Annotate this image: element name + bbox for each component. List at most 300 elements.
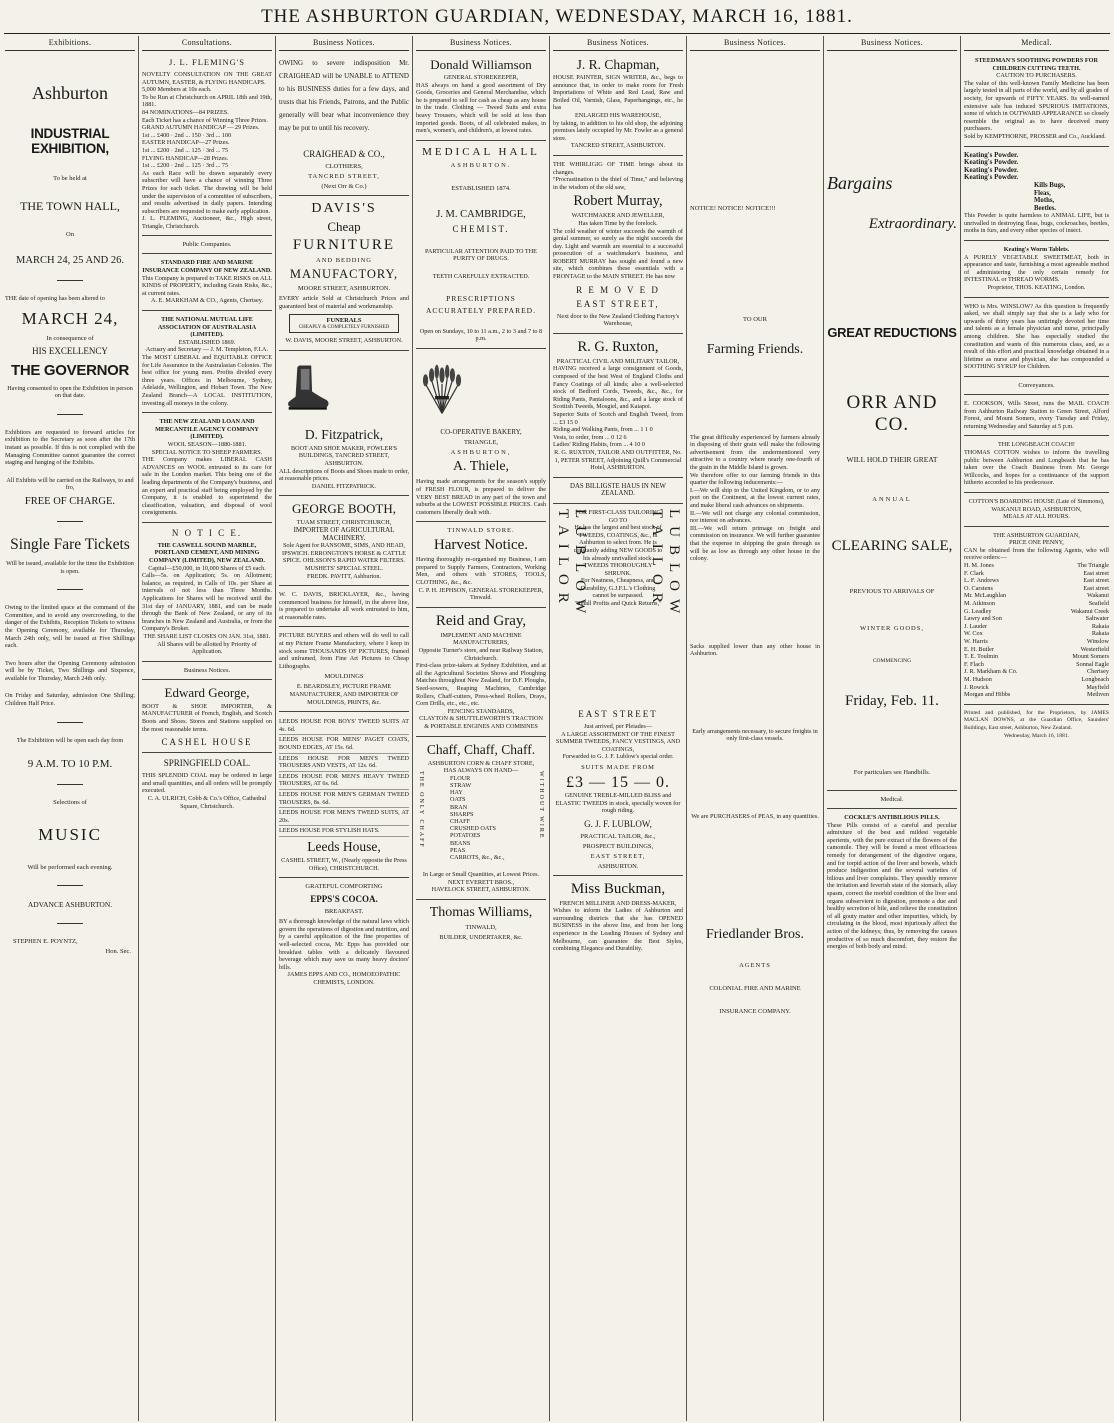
epps-signature: JAMES EPPS AND CO., HOMOEOPATHIC CHEMISTS, LONDON. [287, 971, 401, 986]
guardian-title: THE ASHBURTON GUARDIAN, [993, 531, 1080, 539]
lublow-vertical-left: LUBLOW TAILOR [555, 508, 588, 621]
limited-space-notice: Owing to the limited space at the command of the Committee, and to avoid any overcrowding, to the danger of the Exhibits, Reception Tickets to witness the Opening Ceremony, available for Thursday, March 24th only, will be issued at Five Shillings each. [5, 604, 135, 650]
thiele-text: Having made arrangements for the season's supply of FRESH FLOUR, is prepared to deliver the VERY BEST BREAD in any part of the town and suburbs at the LOWEST POSSIBLE PRICES. Cash customers liberally dealt with. [416, 478, 546, 516]
determined-text: We therefore offer to our farming friends in this quarter the following inducements:— [690, 471, 820, 487]
agent-row [964, 585, 1109, 593]
craighead-owing-text: OWING to severe indisposition Mr. CRAIGHEAD will be UNABLE to ATTEND to his BUSINESS duties for a few days, and trusts that his Friends, Patrons, and the Public generally will bear what inconvenience they may be put to until his recovery. [279, 59, 409, 132]
murray-title: Robert Murray, [573, 193, 663, 210]
open-each-day: The Exhibition will be open each day from [16, 736, 124, 744]
agent-name: W. Harris [964, 638, 988, 645]
masthead-rule [4, 33, 1110, 34]
agent-location: Mayfield [1086, 683, 1109, 691]
fitzpatrick-text: ALL descriptions of Boots and Shoes made to order, at reasonable prices. [279, 467, 409, 483]
craighead-name: CRAIGHEAD & CO., [303, 149, 385, 159]
steedman-title: STEEDMAN'S SOOTHING POWDERS FOR CHILDREN CUTTING TEETH. [975, 57, 1098, 72]
kills-line: Fleas, [1034, 189, 1051, 197]
tinwald-store: TINWALD STORE. [447, 527, 515, 535]
proverb: "Procrastination is the thief of Time," and believing in the wisdom of the old saw, [553, 176, 683, 191]
coach-text: E. COOKSON, Wills Street, runs the MAIL COACH from Ashburton Railway Station to Green Street, Alford Forest, and Mount Somers, every Tuesday and Friday, returning Wednesday and Saturday at 5 p.m. [964, 399, 1109, 430]
agent-row [964, 623, 1109, 631]
east-street: EAST STREET, [576, 298, 660, 309]
coop-bakery-title: CO-OPERATIVE BAKERY, [440, 427, 522, 436]
ruxton-text: HAVING received a large consignment of Goods, composed of the best West of England Cloths and Fancy Coatings of all kinds; also a well-selected stock of Bedford Cords, Tweeds, &c., &c., for Riding Pants, Pantaloons, &c., and a large stock of Scottish Tweeds, Mosgiel, and Kaiapoi. [553, 365, 683, 411]
keating-line: Keating's Powder. [964, 173, 1019, 182]
only-chaff-vertical: THE ONLY CHAFF [418, 771, 424, 850]
imprint: Printed and published, for the Proprietors, by JAMES MACLAN DOWNS, at the Guardian Office, Saunders' Buildings, East street, Ashburton, New Zealand. [964, 709, 1109, 731]
inducement-3: III.—We will return primage on freight and commission on insurance. We will further guarantee that the expense in shipping the grain through us will be as low as through any other house in the colony. [690, 524, 820, 563]
sunday-hours: Open on Sundays, 10 to 11 a.m., 2 to 3 and 7 to 8 p.m. [419, 327, 543, 343]
exhibition-dates: MARCH 24, 25 AND 26. [16, 255, 124, 266]
lublow-street: EAST STREET, [590, 852, 646, 860]
cotton-text: THOMAS COTTON wishes to inform the travelling public between Ashburton and Longbeach that he has taken over the Coach Business from Mr. George Willcocks, and hopes for a continuance of the support hitherto accorded to his predecessor. [964, 448, 1109, 487]
exhibitors-notice: Exhibitors are requested to forward articles for exhibition to the Secretary as soon after the 17th instant as possible. If this is not complied with the Managing Committee cannot guarantee the correct staging and hanging of the Exhibits. [5, 428, 135, 467]
commencing: COMMENCING [872, 658, 912, 664]
column-header: Business Notices. [416, 36, 546, 51]
kills-list [964, 182, 1109, 212]
fleming-line: As each Race will be drawn separately every subscriber will have a chance of winning Three Prizes for each ticket. The drawing will be held under the supervision of a committee of subscribers, and results advertised in daily papers. Intending subscribers are requested to make early application. [142, 169, 272, 215]
reid-gray-title: Reid and Gray, [435, 612, 527, 629]
ruxton-price: Ladies' Riding Habits, from ... 4 10 0 [553, 441, 646, 449]
selections-label: Selections of [53, 799, 87, 807]
column-medical [961, 36, 1112, 1421]
mouldings-label: MOULDINGS [324, 673, 364, 681]
kills-line: Kills Bugs, [1034, 181, 1066, 189]
accurately-prepared: ACCURATELY PREPARED. [426, 305, 536, 315]
agent-location: Seafield [1088, 600, 1109, 608]
keating-text: This Powder is quite harmless to ANIMAL LIFE, but is unrivalled in destroying fleas, bugs, cockroaches, beetles, moths in furs, and every other species of insect. [964, 212, 1109, 235]
chaff-item: CRUSHED OATS [450, 825, 496, 833]
agent-name: Lawry and Son [964, 615, 1002, 623]
genuine-tweeds: GENUINE TREBLE-MILLED BLISS and ELASTIC TWEEDS in stock, specially woven for rough riding. [555, 791, 681, 815]
wdavis-signature: W. DAVIS, MOORE STREET, ASHBURTON. [285, 337, 403, 345]
thomas-williams-trade: BUILDER, UNDERTAKER, &c. [439, 933, 523, 941]
beardsley-signature: E. BEARDSLEY, PICTURE FRAME MANUFACTURER, AND IMPORTER OF MOULDINGS, PRINTS, &c. [289, 683, 399, 706]
agent-location: Wakanui Creek [1070, 607, 1109, 615]
standard-text: This Company is prepared to TAKE RISKS on ALL KINDS of PROPERTY, including Grain Risks, &c., at current rates. [142, 274, 272, 297]
leeds-line: LEEDS HOUSE FOR MEN'S TWEED TROUSERS AND VESTS, AT 12s. 6d. [279, 754, 409, 772]
agent-location: Rakaia [1091, 630, 1109, 638]
sacks-supplied: Sacks supplied lower than any other house in Ashburton. [690, 642, 820, 658]
has-always: HAS ALWAYS ON HAND— [443, 767, 519, 775]
kills-line: Beetles. [1034, 204, 1057, 212]
coop-triangle: TRIANGLE, [463, 439, 499, 447]
fleming-line: EASTER HANDICAP—27 Prizes. [142, 139, 230, 147]
fleming-line: J. L. FLEMING, Auctioneer, &c., High street, Triangle, Christchurch. [142, 215, 272, 230]
tancred-street: TANCRED STREET, [308, 173, 380, 180]
leeds-subtitle: CASHEL STREET, W., (Nearly opposite the Press Office), CHRISTCHURCH. [281, 856, 407, 872]
agent-row [964, 691, 1109, 699]
exhibition-title-town: Ashburton [32, 83, 108, 103]
harvest-notice: Harvest Notice. [433, 537, 529, 554]
fleming-line: 1st ... £200 · 2nd ... 125 · 3rd ... 75 [142, 162, 229, 170]
kills-line: Moths, [1034, 197, 1055, 205]
ulrich-signature: C. A. ULRICH, Cobb & Co.'s Office, Cathedral Square, Christchurch. [147, 794, 267, 810]
chapman-text-2: by taking, in addition to his old shop, the adjoining premises lately occupied by Mr. Fowler as a general store. [553, 119, 683, 142]
hon-sec: Hon. Sec. [105, 948, 131, 956]
conveyances-header: Conveyances. [1018, 381, 1055, 389]
cockle-text: These Pills consist of a careful and peculiar admixture of the best and mildest vegetable aperients, with the pure extract of the flowers of the camomile. They will be found a most efficacious remedy for derangement of the digestive organs, and for torpid action of the liver and bowels, which produce indigestion and the several varieties of bilious and liver complaints. They speedily remove the irritation and feverish state of the stomach, allay spasm, correct the morbid condition of the liver and organs subservient to digestion, promote a due and healthy secretion of bile, and relieve the constitution of all gouty matter and other impurities, which, by circulating in the blood, most injuriously affect the action of the kidneys; thus, by removing the causes productive of so much discomfort, they restore the energies of both body and mind. [827, 821, 957, 951]
large-assortment: A LARGE ASSORTMENT OF THE FINEST SUMMER TWEEDS, FANCY VESTINGS, AND COATINGS, [555, 730, 681, 753]
great-difficulty: The great difficulty experienced by farmers already in disposing of their grain will make the following advertisement from the undermentioned very attractive to a country where nearly one-fourth of the grain in the Middle Island is grown. [690, 433, 820, 471]
column-exhibitions [2, 36, 139, 1421]
edward-george-text: BOOT & SHOE IMPORTER, & MANUFACTURER of French, English, and Scotch Boots and Shoes. Stores and Stations supplied on the most reasonable terms. [142, 702, 272, 733]
friday-admission: On Friday and Saturday, admission One Shilling; Children Half Price. [5, 692, 135, 708]
funerals-title: FUNERALS [326, 317, 362, 325]
chaff-item: SHARPS [450, 810, 474, 818]
agent-row [964, 684, 1109, 692]
large-small-quantities: In Large or Small Quantities, at Lowest Prices. [422, 871, 540, 879]
epps-text: BY a thorough knowledge of the natural laws which govern the operations of digestion and nutrition, and by a careful application of the fine properties of well-selected cocoa, Mr. Epps has provided our breakfast tables with a delicately flavoured beverage which may save us many heavy doctors' bills. [279, 918, 409, 971]
chaff-item: BRAN [450, 803, 468, 811]
fleming-line: FLYING HANDICAP—28 Prizes. [142, 154, 229, 162]
ruxton-price: Vests, to order, from ... 0 12 6 [553, 433, 627, 441]
chaff-item: STRAW [450, 781, 472, 789]
farming-friends: Farming Friends. [706, 341, 804, 357]
ruxton-title: R. G. Ruxton, [577, 338, 659, 355]
booth-signature: FREDK. PAVITT, Ashburton. [307, 572, 381, 580]
loan-text: THE Company makes LIBERAL CASH ADVANCES on WOOL entrusted to its care for sale in the London market. This being one of the leading departments of the Company's business, and an expert and practical staff being employed by the Company, it is enabled to superintend the classification, valuation, and disposal of wool consignments. [142, 456, 272, 517]
agent-location: Westerfield [1080, 645, 1109, 653]
picture-text: PICTURE BUYERS and others will do well to call at my Picture Frame Manufactory, where I keep in stock some THOUSANDS OF PICTURES, framed and unframed, from Fine Art Pictures to Cheap Lithographs. [279, 632, 409, 670]
edward-george-title: Edward George, [164, 684, 250, 700]
wool-season: WOOL SEASON—1880-1881. [167, 440, 247, 448]
fitzpatrick-subtitle: BOOT AND SHOE MAKER, FOWLER'S BUILDINGS, TANCRED STREET, ASHBURTON. [290, 444, 398, 467]
standard-title: STANDARD FIRE AND MARINE INSURANCE COMPANY OF NEW ZEALAND. [142, 259, 272, 275]
bargains: Bargains [827, 173, 893, 193]
davis-cheap: Cheap [327, 219, 361, 234]
thomas-williams-title: Thomas Williams, [429, 904, 533, 920]
teeth-extracted: TEETH CAREFULLY EXTRACTED. [432, 272, 530, 280]
steedman-text: The value of this well-known Family Medicine has been largely tested in all parts of the world, and by all grades of society, for upwards of FIFTY YEARS. Its well-earned extensive sale has induced SPURIOUS IMITATIONS, some of which in OUTWARD APPEARANCE so closely resemble the original as to have deceived many purchasers. [964, 79, 1109, 133]
column-header: Exhibitions. [5, 36, 135, 51]
column-header: Business Notices. [553, 36, 683, 51]
agent-row [964, 630, 1109, 638]
shares-allotted: All Shares will be allotted by Priority of Application. [157, 640, 257, 656]
traction-engines: CLAYTON & SHUTTLEWORTH'S TRACTION & PORTABLE ENGINES AND COMBINES [419, 715, 543, 730]
fleming-line: 84 NOMINATIONS—84 PRIZES. [142, 108, 229, 116]
caswell-title: THE CASWELL SOUND MARBLE, PORTLAND CEMENT, AND MINING COMPANY (LIMITED), NEW ZEALAND. [149, 541, 265, 565]
chemist-label: CHEMIST. [452, 223, 510, 234]
date-change-notice: THE date of opening has been altered to [5, 295, 105, 302]
agent-name: Mr. McLaughlan [964, 592, 1006, 600]
secretary-name: STEPHEN E. POYNTZ, [13, 938, 78, 946]
chaff-item: POTATOES [450, 832, 481, 840]
davis-bedding: AND BEDDING [316, 257, 372, 264]
agent-row [964, 577, 1109, 585]
column-header: Consultations. [142, 36, 272, 51]
caswell-capital: Capital—£50,000, in 10,000 Shares of £5 each. [148, 564, 266, 572]
chaff-item: CARROTS, &c., &c., [450, 853, 505, 861]
agent-name: J. Rowick [964, 683, 989, 691]
leeds-line: LEEDS HOUSE FOR MEN'S HEAVY TWEED TROUSERS, AT 6s. 6d. [279, 772, 409, 790]
clearing-sale: CLEARING SALE, [831, 538, 953, 554]
chaff-items [416, 775, 546, 861]
booth-subtitle: TUAM STREET, CHRISTCHURCH, [296, 519, 392, 527]
davis-manufactory: MANUFACTORY, [289, 267, 399, 281]
chapman-text: HOUSE PAINTER, SIGN WRITER, &c., begs to announce that, in order to make room for Fresh Importations of White and Red Lead, Raw and Boiled Oil, Varnish, Glass, Paperhangings, etc., he has [553, 74, 683, 112]
medical-hall: MEDICAL HALL [422, 145, 540, 158]
will-hold: WILL HOLD THEIR GREAT [846, 455, 938, 464]
davis-text: EVERY article Sold at Christchurch Prices and guaranteed best of material and workmanship. [279, 295, 409, 310]
chaff-item: OATS [450, 796, 466, 804]
obtained-from: CAN be obtained from the following Agents, who will receive orders:— [964, 546, 1109, 562]
agent-location: Sonnal Eagle [1076, 660, 1109, 668]
fleming-line: 1st ... £200 · 2nd ... 125 · 3rd ... 75 [142, 146, 229, 154]
lublow-signature: G. J. F. LUBLOW, [584, 818, 652, 829]
venue: THE TOWN HALL, [20, 199, 120, 213]
booth-agent: Sole Agent for RANSOME, SIMS, AND HEAD, IPSWICH. ERRONGTON'S HORSE & CATTLE SPICE. OHLSSON'S RAPID WATER FILTERS. MUSHETS' SPECIAL STEEL. [282, 542, 406, 572]
agent-name: T. E. Toulmin [964, 653, 999, 661]
reid-gray-location: Opposite Turner's store, and near Railway Station, Christchurch. [418, 647, 544, 662]
single-fare-text: Will be issued, available for the time the Exhibition is open. [6, 559, 134, 575]
epps-title: EPPS'S COCOA. [310, 894, 378, 905]
agent-row [964, 562, 1109, 570]
agent-row [964, 592, 1109, 600]
agent-row [964, 615, 1109, 623]
column-header: Business Notices. [690, 36, 820, 51]
chaff-item: CHAFF [450, 817, 470, 825]
davis-title: DAVIS'S [311, 201, 377, 216]
winter-goods: WINTER GOODS, [860, 625, 924, 632]
agent-name: M. Atkinson [964, 600, 995, 608]
chaff-item: BEANS [450, 839, 471, 847]
agent-location: Winslow [1086, 638, 1109, 645]
worm-text: A PURELY VEGETABLE SWEETMEAT, both in appearance and taste, furnishing a most agreeable method of administering the only certain remedy for INTESTINAL or THREAD WORMS. [964, 253, 1109, 284]
prospect-buildings: PROSPECT BUILDINGS, [582, 842, 654, 850]
chaff-store: ASHBURTON CORN & CHAFF STORE, [427, 759, 535, 767]
agent-name: J. Lauder [964, 622, 988, 630]
agent-name: W. Cox [964, 630, 983, 638]
early-arrangements: Early arrangements necessary, to secure freights in only first-class vessels. [692, 727, 818, 743]
thiele-title: A. Thiele, [452, 459, 510, 475]
agent-name: E. H. Butler [964, 645, 994, 653]
opening-hours: 9 A.M. TO 10 P.M. [27, 758, 113, 771]
next-orr-label: (Next Orr & Co.) [321, 183, 367, 190]
exhibition-title: INDUSTRIAL EXHIBITION, [30, 126, 110, 156]
removed: R E M O V E D [576, 284, 660, 295]
murray-taken: Has taken Time by the forelock. [578, 219, 658, 227]
fencing-standards: FENCING STANDARDS, [447, 707, 515, 715]
buckman-subtitle: FRENCH MILLINER AND DRESS-MAKER, [559, 899, 677, 907]
forwarded: Forwarded to G. J. F. Lublow's special order. [562, 753, 674, 761]
springfield-text: THIS SPLENDID COAL may be ordered in large and small quantities, and all orders will be promptly executed. [142, 772, 272, 795]
agent-name: G. Leadley [964, 607, 992, 615]
agent-location: Rakaia [1091, 622, 1109, 630]
next-everett: NEXT EVERETT BROS., [447, 878, 515, 886]
kempthorne: Sold by KEMPTHORNE, PROSSER and Co., Auckland. [964, 132, 1106, 140]
longbeach-coach: THE LONGBEACH COACH! [998, 441, 1075, 449]
leeds-line: LEEDS HOUSE FOR MENS' PAGET COATS, BOUND EDGES, AT 15s. 6d. [279, 735, 409, 753]
agent-row [964, 661, 1109, 669]
extraordinary: Extraordinary. [868, 216, 957, 232]
agent-row [964, 668, 1109, 676]
epps-breakfast: BREAKFAST. [324, 908, 364, 916]
harvest-text: Having thoroughly re-organised my Business, I am prepared to Supply Farmers, Contractors, Working Men, and others with STORES, TOOLS, CLOTHING, &c., &c. [416, 556, 546, 587]
keating-proprietor: Proprietor, THOS. KEATING, London. [987, 284, 1086, 292]
agent-location: Saltwater [1085, 615, 1109, 623]
agent-location: Longbeach [1081, 675, 1109, 683]
imprint-date: Wednesday, March 16, 1881. [1003, 732, 1070, 739]
lublow-east-street: EAST STREET [578, 708, 658, 719]
boot-illustration [279, 362, 333, 414]
see-handbills: For particulars see Handbills. [853, 769, 931, 776]
leeds-line: LEEDS HOUSE FOR STYLISH HATS. [279, 826, 409, 837]
agent-name: M. Hudson [964, 675, 992, 683]
notice-headline: NOTICE! NOTICE! NOTICE!!! [690, 205, 776, 212]
keating-line: Keating's Powder. [964, 165, 1019, 174]
leeds-line: LEEDS HOUSE FOR BOYS' TWEED SUITS AT 4s. 6d. [279, 717, 409, 735]
drug-purity: PARTICULAR ATTENTION PAID TO THE PURITY OF DRUGS. [425, 247, 537, 263]
suit-price: £3 — 15 — 0. [566, 773, 670, 791]
davis-furniture: FURNITURE [292, 237, 396, 253]
agent-row [964, 600, 1109, 608]
prescriptions: PRESCRIPTIONS [446, 293, 516, 303]
mutual-text: The MOST LIBERAL and EQUITABLE OFFICE for Life Assurance in the Australasian Colonies. The best office for young men. Profits divided every three years. Offices in Melbourne, Sydney, Adelaide, Wellington, and Hobart Town. The New Zealand Branch—A LOCAL INSTITUTION, investing all moneys in the colony. [142, 354, 272, 407]
agent-name: L. F. Andrews [964, 577, 999, 585]
east-street-text: Next door to the New Zealand Clothing Factory's Warehouse, [556, 312, 680, 328]
agent-name: H. M. Jones [964, 562, 994, 570]
agents-label: AGENTS [739, 961, 771, 969]
music-text: Will be performed each evening. [27, 864, 113, 872]
winslow-text: WHO is Mrs. WINSLOW? As this question is frequently asked, we shall simply say that she is a lady who for upwards of thirty years has untiringly devoted her time and talents as a female physician and nurse, principally among children. She has especially studied the constitution and wants of this numerous class, and, as a result of this effort and practical knowledge obtained in a lifetime as nurse and physician, she has compounded a SOOTHING SYRUP for Children. [964, 302, 1109, 371]
railways-notice: All Exhibits will be carried on the Railways, to and fro, [6, 476, 134, 492]
suits-made-from: SUITS MADE FROM [581, 763, 655, 771]
agent-name: Morgan and Hibbs [964, 691, 1011, 699]
chaff-item: FLOUR [450, 774, 471, 782]
loan-title: THE NEW ZEALAND LOAN AND MERCANTILE AGENCY COMPANY (LIMITED). [155, 418, 259, 441]
fleming-line: Each Ticket has a chance of Winning Three Prizes. [142, 116, 268, 124]
ruxton-signature: R. G. RUXTON, TAILOR AND OUTFITTER, No. 1, PETER STREET, Adjoining Quill's Commercial Hotel, ASHBURTON. [554, 448, 682, 472]
wcdavis-text: W. C. DAVIS, BRICKLAYER, &c., having commenced business for himself, in the above line, is prepared to undertake all work entrusted to him, at reasonable rates. [279, 591, 409, 621]
consented-text: Having consented to open the Exhibition in person on that date. [7, 384, 133, 400]
agent-name: O. Carstens [964, 584, 993, 592]
donald-williamson-title: Donald Williamson [430, 57, 532, 72]
springfield-title: SPRINGFIELD COAL. [163, 758, 251, 769]
ruxton-price: Superior Suits of Scotch and English Tweed, from ... £3 15 0 [553, 411, 683, 426]
leeds-title: Leeds House, [307, 838, 381, 854]
agent-location: East street [1083, 584, 1109, 592]
booth-text: IMPORTER OF AGRICULTURAL MACHINERY. [293, 525, 395, 542]
friedlander-bros: Friedlander Bros. [706, 926, 804, 942]
keating-powder-list [964, 152, 1109, 182]
medical-hall-town: ASHBURTON. [450, 161, 512, 169]
first-class-tailoring: FOR FIRST-CLASS TAILORING GO TO [575, 508, 661, 524]
meals: MEALS AT ALL HOURS. [1003, 513, 1070, 521]
agent-name: J. R. Markham & Co. [964, 668, 1018, 676]
fleming-line: To be Run at Christchurch on APRIL 18th and 19th, 1881. [142, 93, 272, 109]
agent-location: The Triangle [1077, 562, 1109, 570]
ruxton-price: Riding and Walking Pants, from ... 1 1 0 [553, 426, 653, 434]
jephson-signature: C. P. H. JEPHSON, GENERAL STOREKEEPER, Tinwald. [418, 586, 544, 602]
ruxton-trade: PRACTICAL CIVIL AND MILITARY TAILOR, [556, 357, 680, 365]
chapman-title: J. R. Chapman, [576, 57, 660, 72]
agent-name: F. Clark [964, 569, 984, 577]
consequence-label: In consequence of [46, 334, 94, 342]
held-at-label: To be held at [53, 175, 87, 182]
page-columns [2, 36, 1112, 1421]
orr-and-co: ORR AND CO. [846, 392, 938, 435]
booth-title: GEORGE BOOTH, [292, 501, 396, 517]
caswell-text: Calls—5s. on Application; 5s. on Allotment; balance, as required, in Calls of 10s. per Share at intervals of not less than Three Months. Applications for Shares will be received until the 31st day of JANUARY, 1881, and can be made through the Bank of New Zealand, or any of its branches in New Zealand and Australia, or from the Company's Broker. [142, 572, 272, 633]
cashel-house: CASHEL HOUSE [161, 737, 253, 748]
share-list-closes: THE SHARE LIST CLOSES ON JAN. 31st, 1881. [143, 633, 271, 640]
tweeds-shrunk: TWEEDS THOROUGHLY SHRUNK. [583, 562, 653, 577]
lublow-block [553, 509, 683, 705]
chaff-list-block [416, 767, 546, 871]
sale-date: Friday, Feb. 11. [845, 693, 939, 709]
business-notices-header: Business Notices. [183, 666, 231, 674]
epps-pre: GRATEFUL COMFORTING [305, 883, 383, 891]
agent-name: F. Flach [964, 660, 984, 668]
free-of-charge: FREE OF CHARGE. [24, 495, 116, 507]
column-business-4 [687, 36, 824, 1421]
agent-row [964, 638, 1109, 646]
caution: CAUTION TO PURCHASERS. [996, 72, 1077, 80]
chaff-item: HAY [450, 789, 463, 797]
pea-purchasers: We are PURCHASERS of PEAS, in any quantities. [691, 813, 819, 821]
mutual-title: THE NATIONAL MUTUAL LIFE ASSOCIATION OF AUSTRALASIA (LIMITED). [157, 316, 257, 339]
cheapness-text: For Neatness, Cheapness, and Durability, G.J.F.L.'s Clothing cannot be surpassed. [580, 577, 656, 600]
agent-list [964, 562, 1109, 699]
chaff-item: PEAS [450, 846, 466, 854]
leeds-line: LEEDS HOUSE FOR MEN'S TWEED SUITS, AT 20s. [279, 808, 409, 826]
agent-location: Methven [1087, 691, 1109, 699]
on-label: On [66, 231, 74, 238]
just-arrived: Just arrived, per Pleiades— [583, 722, 653, 730]
german-headline: DAS BILLIGSTE HAUS IN NEW ZEALAND. [570, 482, 666, 498]
his-excellency: HIS EXCELLENCY [32, 345, 108, 356]
column-header: Business Notices. [827, 36, 957, 51]
cockle-title: COCKLE'S ANTIBILIOUS PILLS. [844, 814, 940, 821]
keating-line: Keating's Powder. [964, 158, 1019, 167]
coop-town: ASHBURTON, [450, 449, 512, 457]
mutual-established: ESTABLISHED 1869. [178, 338, 236, 346]
davis-moore-street: MOORE STREET, ASHBURTON. [297, 285, 391, 292]
lublow-vertical-right: LUBLOW TAILOR [649, 508, 682, 621]
to-our: TO OUR [743, 315, 767, 323]
two-hours-notice: Two hours after the Opening Ceremony admission will be by Ticket, Two Shillings and Sixpence, available for Thursday, March 24th only. [5, 659, 135, 682]
one-penny: PRICE ONE PENNY, [1009, 539, 1064, 547]
agent-location: Mount Somers [1072, 653, 1109, 661]
fleming-line: 5,000 Members at 10s each. [142, 86, 212, 94]
special-notice: SPECIAL NOTICE TO SHEEP FARMERS. [151, 448, 263, 456]
clothiers-label: CLOTHIERS, [325, 163, 363, 170]
column-header: Medical. [964, 36, 1109, 51]
column-business-2 [413, 36, 550, 1421]
standard-agent: A. E. MARKHAM & CO., Agents, Chertsey. [150, 297, 263, 305]
reid-gray-text: First-class prize-takers at Sydney Exhibition, and at all the Agricultural Societies Shows and Ploughing Matches throughout New Zealand, for D.F. Ploughs, Seed-sowers, Reaping Machines, Cambridge Rollers, Chaff-cutters, Press-wheel Rollers, Drays, Corn Drills, etc., etc., etc. [416, 662, 546, 708]
previous-to-arrivals: PREVIOUS TO ARRIVALS OF [849, 588, 935, 595]
agent-location: East street [1083, 569, 1109, 577]
established-1874: ESTABLISHED 1874. [451, 184, 511, 192]
thomas-williams-tinwald: TINWALD, [465, 923, 497, 931]
donald-williamson-subtitle: GENERAL STOREKEEPER, [443, 74, 519, 81]
agent-row [964, 676, 1109, 684]
agent-row [964, 608, 1109, 616]
keating-line: Keating's Powder. [964, 150, 1019, 159]
small-profits: "Small Profits and Quick Returns," [574, 600, 662, 608]
havelock-street: HAVELOCK STREET, ASHBURTON. [431, 886, 531, 894]
cambridge-name: J. M. CAMBRIDGE, [436, 208, 526, 220]
chapman-tancred: TANCRED STREET, ASHBURTON. [570, 142, 666, 150]
murray-text: The cold weather of winter succeeds the warmth of genial summer, so surely as the night succeeds the day. Light and warmth are essential to a successful prosecution of a watchmaker's business, and ROBERT MURRAY has sought and found a new site, which combines these essentials with a FRONTAGE to the MAIN STREET. He has now [553, 227, 683, 281]
lublow-trade: PRACTICAL TAILOR, &c., [580, 832, 656, 840]
masthead: THE ASHBURTON GUARDIAN, WEDNESDAY, MARCH 16, 1881. [261, 6, 853, 27]
great-reductions: GREAT REDUCTIONS [827, 325, 957, 340]
annual: ANNUAL [872, 496, 912, 503]
single-fare-tickets: Single Fare Tickets [10, 535, 130, 553]
agent-row [964, 646, 1109, 654]
